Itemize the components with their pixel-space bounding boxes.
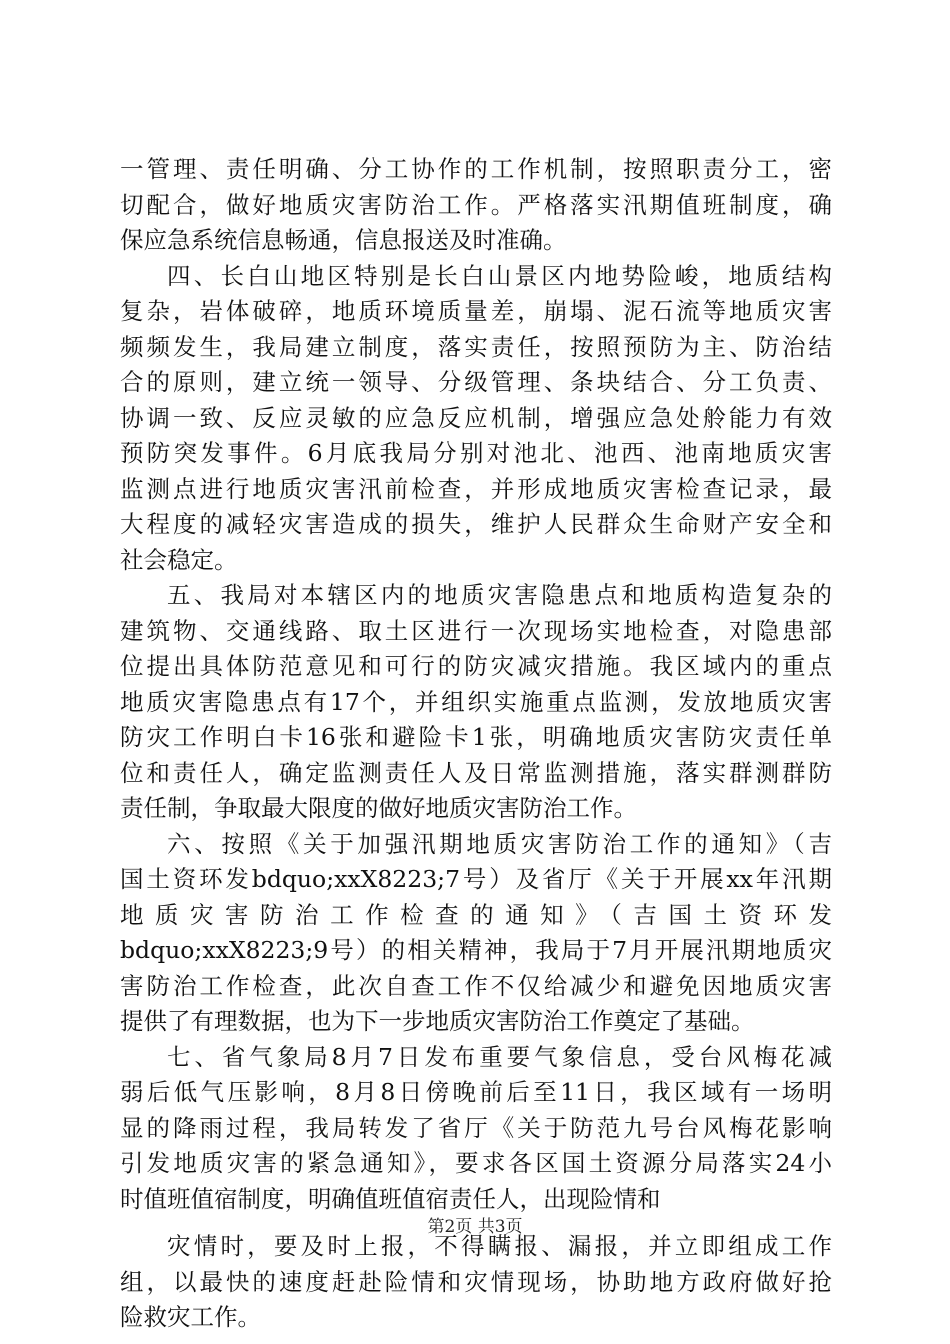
text-line: 五、我局对本辖区内的地质灾害隐患点和地质构造复杂的 [167,581,832,609]
text-line: 引发地质灾害的紧急通知》，要求各区国土资源分局落实24小 [120,1149,832,1177]
text-line: 六、按照《关于加强汛期地质灾害防治工作的通知》（吉 [167,829,832,858]
text-line: 地质灾害隐患点有17个，并组织实施重点监测，发放地质灾害 [120,687,832,716]
text-line: bdquo;xxX8223;9号）的相关精神，我局于7月开展汛期地质灾 [120,936,832,964]
text-line: 频频发生，我局建立制度，落实责任，按照预防为主、防治结 [120,332,832,361]
text-line: 组，以最快的速度赶赴险情和灾情现场，协助地方政府做好抢 [120,1267,832,1296]
text-line: 灾情时，要及时上报，不得瞒报、漏报，并立即组成工作 [167,1232,832,1260]
text-line: 提供了有理数据，也为下一步地质灾害防治工作奠定了基础。 [120,1007,755,1035]
text-line: 弱后低气压影响，8月8日傍晚前后至11日，我区域有一场明 [120,1078,832,1106]
text-line: 四、长白山地区特别是长白山景区内地势险峻，地质结构 [167,261,832,290]
text-line: 国土资环发bdquo;xxX8223;7号）及省厅《关于开展xx年汛期 [120,865,832,893]
text-line: 位提出具体防范意见和可行的防灾减灾措施。我区域内的重点 [120,652,832,680]
text-line: 协调一致、反应灵敏的应急反应机制，增强应急处舲能力有效 [120,403,832,432]
text-line: 合的原则，建立统一领导、分级管理、条块结合、分工负责、 [120,368,832,396]
text-line: 大程度的减轻灾害造成的损失，维护人民群众生命财产安全和 [120,510,832,538]
text-line: 显的降雨过程，我局转发了省厅《关于防范九号台风梅花影响 [120,1113,832,1142]
page-number-footer: 第2页 共3页 [427,1217,523,1237]
text-line: 害防治工作检查，此次自查工作不仅给减少和避免因地质灾害 [120,971,832,1000]
text-line: 监测点进行地质灾害汛前检查，并形成地质灾害检查记录，最 [120,474,832,503]
text-line: 地质灾害防治工作检查的通知》（吉国土资环发 [120,900,832,929]
text-line: 一管理、责任明确、分工协作的工作机制，按照职责分工，密 [120,155,832,183]
text-line: 建筑物、交通线路、取土区进行一次现场实地检查，对隐患部 [120,616,832,645]
document-body [120,152,832,1336]
text-line: 险救灾工作。 [120,1303,261,1331]
text-line: 切配合，做好地质灾害防治工作。严格落实汛期值班制度，确 [120,190,832,219]
text-line: 责任制，争取最大限度的做好地质灾害防治工作。 [120,794,637,822]
text-line: 保应急系统信息畅通，信息报送及时准确。 [120,226,567,254]
text-line: 时值班值宿制度，明确值班值宿责任人，出现险情和 [120,1184,661,1213]
text-line: 位和责任人，确定监测责任人及日常监测措施，落实群测群防 [120,758,832,787]
text-line: 七、省气象局8月7日发布重要气象信息，受台风梅花减 [167,1042,832,1071]
text-line: 复杂，岩体破碎，地质环境质量差，崩塌、泥石流等地质灾害 [120,297,832,325]
text-line: 预防突发事件。6月底我局分别对池北、池西、池南地质灾害 [120,439,832,467]
text-line: 防灾工作明白卡16张和避险卡1张，明确地质灾害防灾责任单 [120,723,832,751]
text-line: 社会稳定。 [120,545,238,574]
